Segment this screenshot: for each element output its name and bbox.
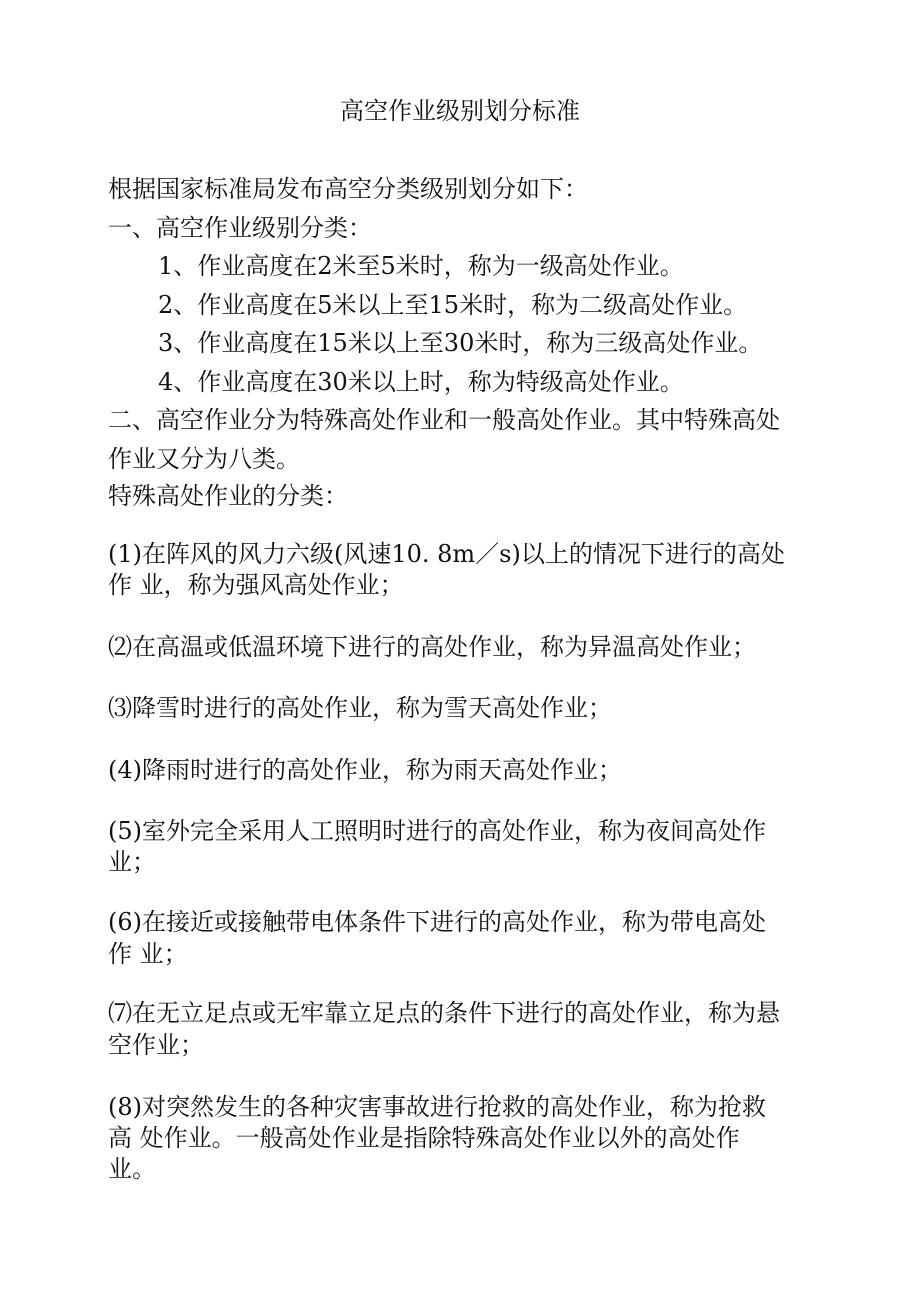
special-item-6-line2: 作 业； xyxy=(108,940,188,968)
special-item-8-line1: (8)对突然发生的各种灾害事故进行抢救的高处作业，称为抢救 xyxy=(108,1093,766,1121)
special-item-1-line1: (1)在阵风的风力六级(风速10. 8m／s)以上的情况下进行的高处 xyxy=(108,540,785,568)
special-item-5-line2: 业； xyxy=(108,848,156,876)
special-item-7-line2: 空作业； xyxy=(108,1031,204,1059)
level-item-4: 4、作业高度在30米以上时，称为特级高处作业。 xyxy=(158,368,684,396)
special-item-8-line2: 高 处作业。一般高处作业是指除特殊高处作业以外的高处作 xyxy=(108,1124,740,1152)
special-item-5-line1: (5)室外完全采用人工照明时进行的高处作业，称为夜间高处作 xyxy=(108,817,766,845)
document-title: 高空作业级别划分标准 xyxy=(340,97,580,125)
special-item-3: ⑶降雪时进行的高处作业，称为雪天高处作业； xyxy=(108,694,612,722)
special-item-7-line1: ⑺在无立足点或无牢靠立足点的条件下进行的高处作业，称为悬 xyxy=(108,999,780,1027)
section2-heading-line2: 作业又分为八类。 xyxy=(108,445,300,473)
special-item-8-line3: 业。 xyxy=(108,1155,156,1183)
intro-text: 根据国家标准局发布高空分类级别划分如下： xyxy=(108,175,588,203)
section1-heading: 一、高空作业级别分类： xyxy=(108,214,372,242)
level-item-3: 3、作业高度在15米以上至30米时，称为三级高处作业。 xyxy=(158,329,763,357)
level-item-2: 2、作业高度在5米以上至15米时，称为二级高处作业。 xyxy=(158,291,748,319)
level-item-1: 1、作业高度在2米至5米时，称为一级高处作业。 xyxy=(158,252,684,280)
special-subheading: 特殊高处作业的分类： xyxy=(108,482,348,510)
special-item-4: (4)降雨时进行的高处作业，称为雨天高处作业； xyxy=(108,756,622,784)
special-item-1-line2: 作 业，称为强风高处作业； xyxy=(108,571,404,599)
special-item-2: ⑵在高温或低温环境下进行的高处作业，称为异温高处作业； xyxy=(108,633,756,661)
section2-heading-line1: 二、高空作业分为特殊高处作业和一般高处作业。其中特殊高处 xyxy=(108,406,780,434)
special-item-6-line1: (6)在接近或接触带电体条件下进行的高处作业，称为带电高处 xyxy=(108,908,766,936)
